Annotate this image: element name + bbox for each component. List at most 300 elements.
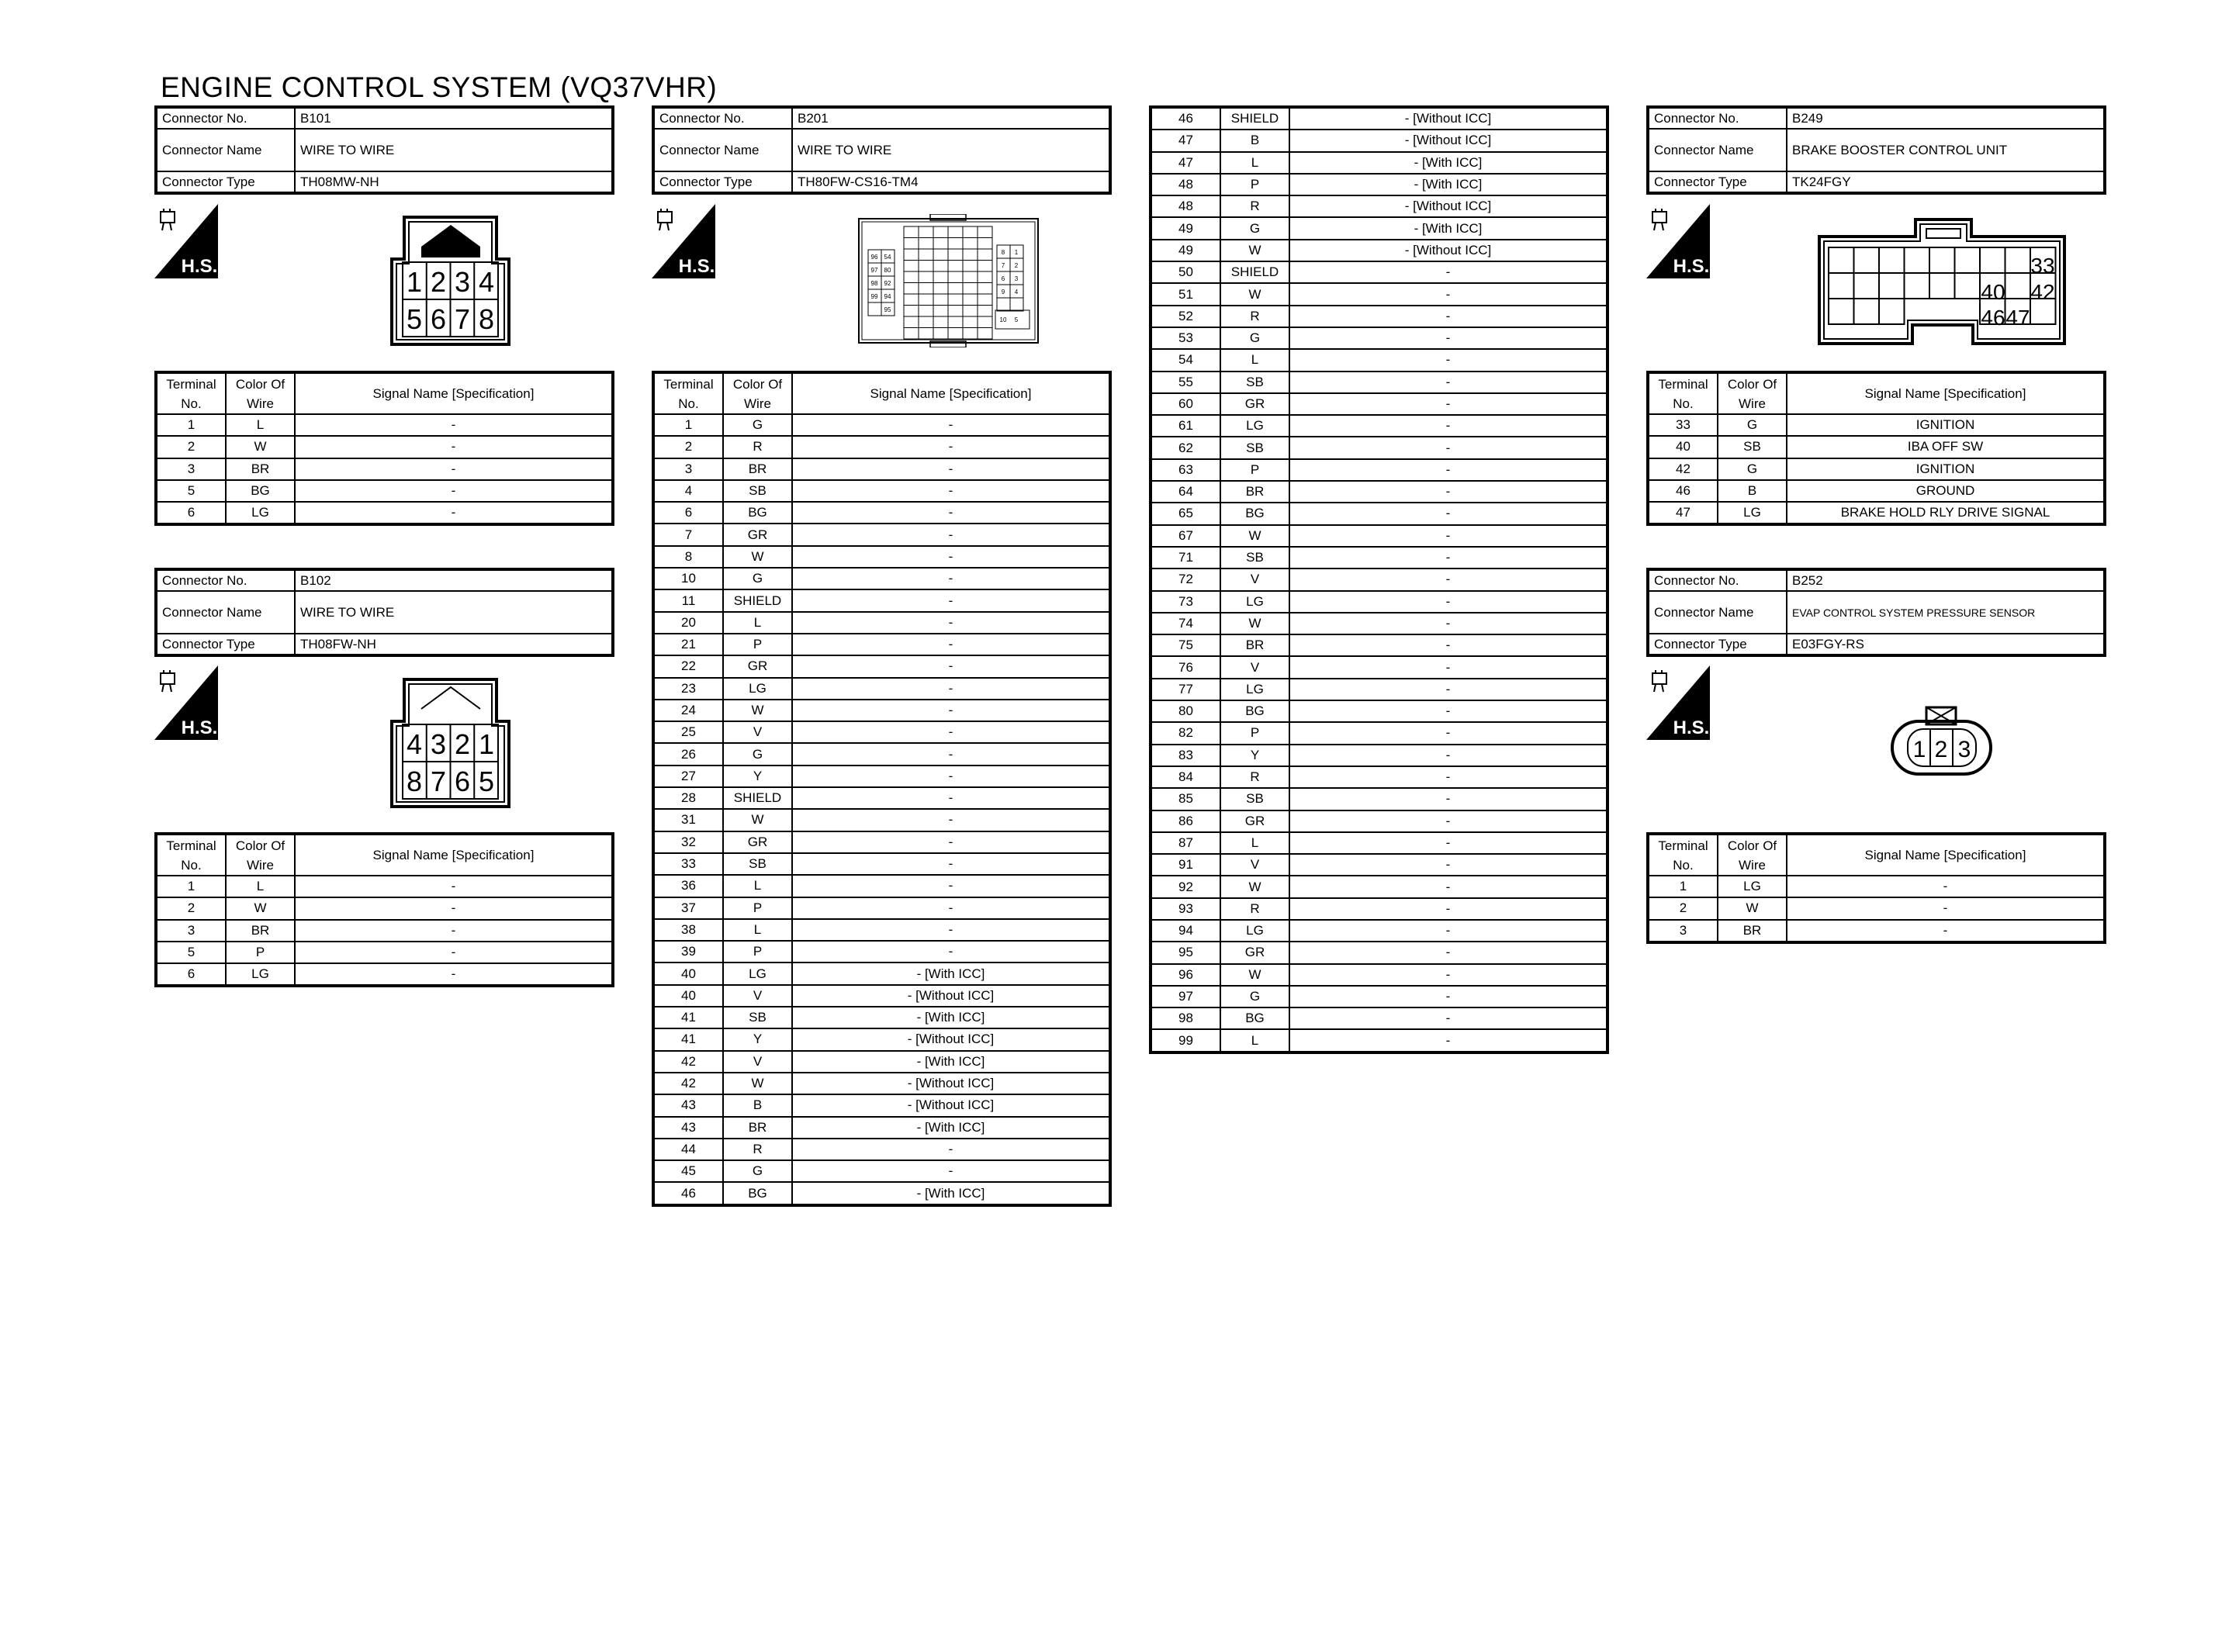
signal-name-cell: - [Without ICC] xyxy=(1289,130,1607,151)
terminal-no-cell: 3 xyxy=(653,458,723,480)
b249-face-label: 46 xyxy=(1981,306,2005,330)
b102-face-label: 3 xyxy=(430,728,447,760)
terminal-no-cell: 33 xyxy=(1648,414,1718,436)
signal-name-cell: - xyxy=(1289,437,1607,458)
table-row xyxy=(1151,503,1607,524)
b102-connector-no: B102 xyxy=(295,569,613,591)
terminal-no-cell: 11 xyxy=(653,589,723,611)
terminal-no-cell: 45 xyxy=(653,1160,723,1182)
table-row xyxy=(156,414,613,436)
wire-color-cell: V xyxy=(1220,569,1289,590)
b102-face-label: 1 xyxy=(478,728,495,760)
terminal-no-cell: 7 xyxy=(653,524,723,545)
b201-face-label: 99 xyxy=(870,293,878,300)
wire-color-cell: SB xyxy=(723,480,792,502)
b201-terminal-table xyxy=(652,371,1112,1207)
terminal-no-cell: 61 xyxy=(1151,415,1220,437)
table-row xyxy=(653,678,1110,700)
wire-color-cell: L xyxy=(1220,832,1289,854)
signal-name-cell: - xyxy=(792,787,1110,809)
terminal-no-cell: 82 xyxy=(1151,722,1220,744)
b101-face-label: 3 xyxy=(454,266,471,298)
wire-color-cell: R xyxy=(1220,898,1289,920)
signal-name-cell: - xyxy=(1289,745,1607,766)
b249-face-label: 33 xyxy=(2030,254,2055,278)
table-row xyxy=(653,743,1110,765)
wire-color-cell: V xyxy=(723,985,792,1007)
hs-icon xyxy=(652,204,715,278)
terminal-no-cell: 67 xyxy=(1151,525,1220,547)
b201-face-label: 4 xyxy=(1014,289,1019,295)
signal-name-cell: - xyxy=(1289,591,1607,613)
b101-connector-face xyxy=(390,214,510,346)
wire-color-cell: SHIELD xyxy=(1220,107,1289,130)
signal-name-header: Signal Name [Specification] xyxy=(1787,834,2105,876)
wire-color-cell: SHIELD xyxy=(723,787,792,809)
table-row xyxy=(156,897,613,919)
signal-name-cell: - [With ICC] xyxy=(1289,174,1607,195)
connector-type-label: Connector Type xyxy=(156,634,295,655)
b101-face-label: 1 xyxy=(406,266,423,298)
terminal-no-cell: 2 xyxy=(1648,897,1718,919)
signal-name-cell: - xyxy=(792,458,1110,480)
wire-color-cell: BG xyxy=(1220,503,1289,524)
b101-connector-name: WIRE TO WIRE xyxy=(295,129,613,171)
signal-name-cell: - xyxy=(792,743,1110,765)
wire-color-cell: BR xyxy=(226,458,295,480)
wire-color-cell: P xyxy=(1220,722,1289,744)
signal-name-header: Signal Name [Specification] xyxy=(295,834,613,876)
connector-no-label: Connector No. xyxy=(156,107,295,129)
table-row xyxy=(1648,480,2105,502)
wire-color-cell: G xyxy=(723,743,792,765)
b201-face-label: 54 xyxy=(884,254,891,261)
terminal-no-cell: 64 xyxy=(1151,481,1220,503)
signal-name-cell: - xyxy=(1289,1007,1607,1029)
signal-name-cell: - xyxy=(1289,393,1607,415)
signal-name-cell: - xyxy=(792,546,1110,568)
table-row xyxy=(1151,152,1607,174)
b102-info-table xyxy=(154,568,614,657)
b201-face-label: 97 xyxy=(870,267,878,274)
terminal-no-cell: 50 xyxy=(1151,261,1220,283)
b101-face-label: 5 xyxy=(406,303,423,335)
terminal-no-cell: 1 xyxy=(156,414,226,436)
b249-info-table xyxy=(1646,105,2106,195)
wire-color-cell: L xyxy=(723,919,792,941)
terminal-no-cell: 42 xyxy=(1648,458,1718,480)
b201-face-label: 3 xyxy=(1014,275,1019,282)
wire-color-cell: Y xyxy=(1220,745,1289,766)
connector-no-label: Connector No. xyxy=(1648,107,1787,129)
wire-color-cell: G xyxy=(723,568,792,589)
table-row xyxy=(653,963,1110,984)
signal-name-cell: - xyxy=(1289,613,1607,634)
table-row xyxy=(1151,591,1607,613)
signal-name-cell: - xyxy=(792,766,1110,787)
terminal-no-cell: 72 xyxy=(1151,569,1220,590)
table-row xyxy=(1151,107,1607,130)
terminal-no-cell: 95 xyxy=(1151,942,1220,963)
b201-face-label: 92 xyxy=(884,280,891,287)
table-row xyxy=(1151,327,1607,349)
b101-connector-type: TH08MW-NH xyxy=(295,171,613,193)
wire-color-header: Color Of Wire xyxy=(723,372,792,414)
signal-name-cell: IBA OFF SW xyxy=(1787,436,2105,458)
wire-color-cell: W xyxy=(1220,613,1289,634)
wire-color-cell: LG xyxy=(1220,415,1289,437)
signal-name-cell: - xyxy=(1289,503,1607,524)
table-row xyxy=(653,655,1110,677)
wire-color-cell: BG xyxy=(723,502,792,524)
wire-color-cell: L xyxy=(1220,349,1289,371)
wire-color-cell: G xyxy=(1718,414,1787,436)
wire-color-cell: B xyxy=(1718,480,1787,502)
table-row xyxy=(1151,415,1607,437)
table-row xyxy=(653,612,1110,634)
table-row xyxy=(653,1007,1110,1028)
terminal-no-cell: 83 xyxy=(1151,745,1220,766)
b252-face-label: 3 xyxy=(1957,737,1971,762)
table-row xyxy=(1151,569,1607,590)
terminal-no-cell: 46 xyxy=(1151,107,1220,130)
wire-color-cell: W xyxy=(226,897,295,919)
wire-color-cell: V xyxy=(1220,854,1289,876)
signal-name-header: Signal Name [Specification] xyxy=(1787,372,2105,414)
b102-face-label: 4 xyxy=(406,728,423,760)
hs-label: H.S. xyxy=(1673,717,1710,738)
wire-color-cell: SHIELD xyxy=(1220,261,1289,283)
wire-color-cell: LG xyxy=(723,963,792,984)
signal-name-cell: - xyxy=(792,853,1110,875)
wire-color-cell: W xyxy=(1718,897,1787,919)
terminal-no-cell: 46 xyxy=(1648,480,1718,502)
signal-name-cell: - [Without ICC] xyxy=(792,1073,1110,1094)
connector-type-label: Connector Type xyxy=(156,171,295,193)
terminal-no-cell: 22 xyxy=(653,655,723,677)
wire-color-cell: V xyxy=(723,1051,792,1073)
signal-name-cell: - [Without ICC] xyxy=(792,985,1110,1007)
wire-color-cell: LG xyxy=(226,963,295,986)
terminal-no-cell: 4 xyxy=(653,480,723,502)
signal-name-cell: - [With ICC] xyxy=(792,1007,1110,1028)
b201-connector-name: WIRE TO WIRE xyxy=(792,129,1110,171)
wire-color-cell: BR xyxy=(226,920,295,942)
terminal-no-cell: 48 xyxy=(1151,195,1220,217)
table-row xyxy=(1151,876,1607,897)
b101-face-label: 2 xyxy=(430,266,447,298)
table-row xyxy=(1648,876,2105,897)
terminal-no-cell: 24 xyxy=(653,700,723,721)
hs-label: H.S. xyxy=(181,256,218,277)
b201-face-label: 7 xyxy=(1001,262,1005,269)
signal-name-cell: - xyxy=(792,1139,1110,1160)
table-row xyxy=(1151,1007,1607,1029)
table-row xyxy=(1151,898,1607,920)
table-row xyxy=(653,700,1110,721)
table-row xyxy=(1648,502,2105,524)
signal-name-cell: - xyxy=(1289,306,1607,327)
table-row xyxy=(1151,745,1607,766)
wire-color-cell: R xyxy=(1220,306,1289,327)
b249-face-label: 42 xyxy=(2030,280,2055,304)
signal-name-cell: - [Without ICC] xyxy=(1289,195,1607,217)
signal-name-cell: - xyxy=(1787,897,2105,919)
terminal-no-cell: 31 xyxy=(653,809,723,831)
table-row xyxy=(1648,920,2105,942)
b101-face-label: 4 xyxy=(478,266,495,298)
signal-name-cell: - xyxy=(1787,920,2105,942)
wire-color-cell: L xyxy=(226,876,295,897)
signal-name-cell: - xyxy=(1289,569,1607,590)
wire-color-cell: BR xyxy=(1220,634,1289,656)
signal-name-cell: - xyxy=(1289,964,1607,986)
b102-face-label: 6 xyxy=(454,766,471,797)
signal-name-cell: - xyxy=(1289,634,1607,656)
terminal-no-cell: 2 xyxy=(653,436,723,458)
b252-connector-face xyxy=(1889,704,1994,778)
wire-color-cell: G xyxy=(723,1160,792,1182)
signal-name-cell: - xyxy=(792,721,1110,743)
b201-face-label: 10 xyxy=(999,316,1007,323)
signal-name-cell: - xyxy=(792,1160,1110,1182)
table-row xyxy=(1151,261,1607,283)
table-row xyxy=(1151,722,1607,744)
wire-color-cell: R xyxy=(723,436,792,458)
terminal-no-cell: 32 xyxy=(653,831,723,853)
b201-face-label: 1 xyxy=(1014,249,1019,256)
b201-face-label: 8 xyxy=(1001,249,1005,256)
terminal-no-cell: 99 xyxy=(1151,1029,1220,1052)
signal-name-cell: - xyxy=(792,612,1110,634)
terminal-no-cell: 5 xyxy=(156,480,226,502)
terminal-no-cell: 2 xyxy=(156,897,226,919)
table-row xyxy=(1151,547,1607,569)
wire-color-cell: W xyxy=(1220,876,1289,897)
b252-face-label: 2 xyxy=(1934,737,1948,762)
signal-name-cell: - xyxy=(1289,283,1607,305)
table-row xyxy=(653,589,1110,611)
b249-connector-no: B249 xyxy=(1787,107,2105,129)
table-row xyxy=(1151,283,1607,305)
connector-type-label: Connector Type xyxy=(1648,171,1787,193)
terminal-no-cell: 38 xyxy=(653,919,723,941)
terminal-no-cell: 47 xyxy=(1151,152,1220,174)
signal-name-cell: - xyxy=(295,436,613,458)
signal-name-cell: - xyxy=(792,941,1110,963)
wire-color-cell: LG xyxy=(226,502,295,524)
terminal-no-cell: 65 xyxy=(1151,503,1220,524)
wire-color-cell: B xyxy=(723,1094,792,1116)
hs-label: H.S. xyxy=(1673,256,1710,277)
wire-color-cell: W xyxy=(1220,240,1289,261)
wire-color-cell: SB xyxy=(723,853,792,875)
terminal-no-cell: 73 xyxy=(1151,591,1220,613)
b101-terminal-table xyxy=(154,371,614,526)
wire-color-header: Color Of Wire xyxy=(226,834,295,876)
table-row xyxy=(1151,525,1607,547)
terminal-no-cell: 40 xyxy=(653,985,723,1007)
terminal-no-cell: 6 xyxy=(156,502,226,524)
terminal-no-cell: 40 xyxy=(1648,436,1718,458)
b201-terminal-table-continued xyxy=(1149,105,1609,1054)
table-row xyxy=(1648,414,2105,436)
terminal-no-cell: 5 xyxy=(156,942,226,963)
signal-name-cell: - xyxy=(1289,349,1607,371)
b252-info-table xyxy=(1646,568,2106,657)
signal-name-cell: - xyxy=(792,919,1110,941)
terminal-no-cell: 1 xyxy=(156,876,226,897)
terminal-no-cell: 98 xyxy=(1151,1007,1220,1029)
terminal-no-cell: 10 xyxy=(653,568,723,589)
table-row xyxy=(1151,942,1607,963)
terminal-no-cell: 42 xyxy=(653,1051,723,1073)
table-row xyxy=(156,920,613,942)
wire-color-cell: G xyxy=(1718,458,1787,480)
wire-color-cell: L xyxy=(723,875,792,897)
terminal-no-cell: 46 xyxy=(653,1182,723,1204)
table-row xyxy=(653,875,1110,897)
wire-color-cell: W xyxy=(723,700,792,721)
b102-face-label: 2 xyxy=(454,728,471,760)
table-row xyxy=(1151,766,1607,788)
signal-name-cell: - xyxy=(1787,876,2105,897)
table-row xyxy=(653,502,1110,524)
table-row xyxy=(653,436,1110,458)
table-row xyxy=(653,721,1110,743)
signal-name-cell: - xyxy=(1289,898,1607,920)
table-row xyxy=(653,787,1110,809)
wire-color-cell: P xyxy=(1220,174,1289,195)
signal-name-cell: - xyxy=(792,678,1110,700)
table-row xyxy=(653,634,1110,655)
wire-color-cell: LG xyxy=(1220,591,1289,613)
wire-color-cell: W xyxy=(1220,283,1289,305)
terminal-no-cell: 3 xyxy=(1648,920,1718,942)
b201-face-label: 9 xyxy=(1001,289,1005,295)
table-row xyxy=(1151,372,1607,393)
table-row xyxy=(1151,679,1607,700)
terminal-no-cell: 23 xyxy=(653,678,723,700)
wire-color-cell: B xyxy=(1220,130,1289,151)
terminal-no-cell: 49 xyxy=(1151,217,1220,239)
terminal-no-cell: 43 xyxy=(653,1094,723,1116)
signal-name-cell: - xyxy=(1289,788,1607,810)
table-row xyxy=(1151,634,1607,656)
wire-color-cell: R xyxy=(723,1139,792,1160)
table-row xyxy=(653,458,1110,480)
signal-name-cell: - [With ICC] xyxy=(792,1051,1110,1073)
b252-connector-name: EVAP CONTROL SYSTEM PRESSURE SENSOR xyxy=(1787,591,2105,634)
table-row xyxy=(1151,349,1607,371)
terminal-no-cell: 92 xyxy=(1151,876,1220,897)
table-row xyxy=(156,502,613,524)
table-row xyxy=(1151,174,1607,195)
table-row xyxy=(653,919,1110,941)
wire-color-header: Color Of Wire xyxy=(1718,372,1787,414)
signal-name-cell: - xyxy=(295,897,613,919)
terminal-no-cell: 44 xyxy=(653,1139,723,1160)
b101-connector-no: B101 xyxy=(295,107,613,129)
signal-name-cell: - xyxy=(792,700,1110,721)
wire-color-cell: L xyxy=(1220,1029,1289,1052)
b201-connector-no: B201 xyxy=(792,107,1110,129)
signal-name-cell: - xyxy=(295,502,613,524)
wire-color-cell: BR xyxy=(1220,481,1289,503)
table-row xyxy=(653,985,1110,1007)
table-row xyxy=(1151,700,1607,722)
wire-color-cell: BG xyxy=(723,1182,792,1204)
wire-color-cell: LG xyxy=(1718,502,1787,524)
b249-face-label: 47 xyxy=(2005,306,2030,330)
table-row xyxy=(653,1094,1110,1116)
table-row xyxy=(653,1028,1110,1050)
table-row xyxy=(653,853,1110,875)
terminal-no-cell: 21 xyxy=(653,634,723,655)
wire-color-cell: P xyxy=(723,897,792,919)
wire-color-cell: SHIELD xyxy=(723,589,792,611)
terminal-no-cell: 85 xyxy=(1151,788,1220,810)
terminal-no-cell: 62 xyxy=(1151,437,1220,458)
signal-name-cell: - xyxy=(295,942,613,963)
signal-name-cell: - xyxy=(1289,810,1607,832)
terminal-no-cell: 41 xyxy=(653,1028,723,1050)
terminal-no-cell: 91 xyxy=(1151,854,1220,876)
wire-color-cell: GR xyxy=(723,831,792,853)
table-row xyxy=(1151,1029,1607,1052)
table-row xyxy=(653,1182,1110,1204)
terminal-no-cell: 40 xyxy=(653,963,723,984)
signal-name-cell: - xyxy=(792,831,1110,853)
signal-name-cell: - xyxy=(1289,920,1607,942)
wire-color-cell: L xyxy=(226,414,295,436)
signal-name-cell: - [With ICC] xyxy=(1289,217,1607,239)
b201-face-label: 95 xyxy=(884,306,891,313)
b201-face-label: 5 xyxy=(1014,316,1019,323)
wire-color-cell: Y xyxy=(723,766,792,787)
table-row xyxy=(653,1073,1110,1094)
terminal-no-cell: 48 xyxy=(1151,174,1220,195)
table-row xyxy=(653,897,1110,919)
table-row xyxy=(1151,217,1607,239)
wire-color-cell: P xyxy=(723,941,792,963)
b102-connector-name: WIRE TO WIRE xyxy=(295,591,613,634)
terminal-no-cell: 1 xyxy=(653,414,723,436)
wire-color-cell: SB xyxy=(1220,437,1289,458)
table-row xyxy=(1151,393,1607,415)
wire-color-header: Color Of Wire xyxy=(1718,834,1787,876)
terminal-no-cell: 94 xyxy=(1151,920,1220,942)
table-row xyxy=(1151,613,1607,634)
signal-name-cell: GROUND xyxy=(1787,480,2105,502)
signal-name-cell: - xyxy=(792,414,1110,436)
b201-face-label: 6 xyxy=(1001,275,1005,282)
b249-connector-type: TK24FGY xyxy=(1787,171,2105,193)
wire-color-cell: W xyxy=(1220,964,1289,986)
table-row xyxy=(1151,986,1607,1007)
wire-color-cell: V xyxy=(1220,656,1289,678)
b252-terminal-table xyxy=(1646,832,2106,944)
table-row xyxy=(653,1160,1110,1182)
table-row xyxy=(1648,897,2105,919)
signal-name-cell: - xyxy=(1289,481,1607,503)
wire-color-cell: V xyxy=(723,721,792,743)
terminal-no-cell: 26 xyxy=(653,743,723,765)
table-row xyxy=(1151,964,1607,986)
connector-type-label: Connector Type xyxy=(1648,634,1787,655)
wire-color-cell: BR xyxy=(723,1117,792,1139)
b102-face-label: 5 xyxy=(478,766,495,797)
